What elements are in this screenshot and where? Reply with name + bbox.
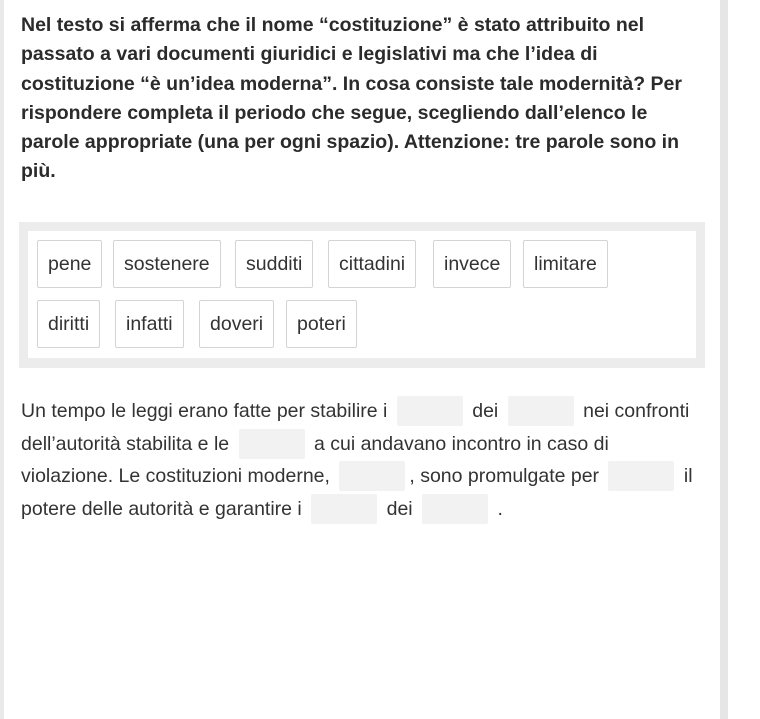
- right-border: [720, 0, 728, 719]
- word-chip-limitare[interactable]: limitare: [523, 240, 608, 288]
- blank-1[interactable]: [397, 396, 463, 426]
- passage-text: Un tempo le leggi erano fatte per stabilire i: [21, 400, 388, 422]
- passage-text: dei: [386, 498, 413, 521]
- word-bank: [19, 222, 705, 368]
- blank-4[interactable]: [339, 461, 405, 491]
- blank-2[interactable]: [508, 396, 574, 426]
- passage-text: , sono promulgate per: [409, 465, 600, 488]
- word-chip-poteri[interactable]: poteri: [286, 300, 357, 348]
- blank-3[interactable]: [239, 429, 305, 459]
- word-chip-diritti[interactable]: diritti: [37, 300, 100, 348]
- cloze-passage: [21, 395, 701, 526]
- word-chip-doveri[interactable]: doveri: [199, 300, 274, 348]
- passage-text: a cui andavano incontro in caso di violazione. Le costituzioni moderne,: [21, 432, 609, 488]
- passage-text: .: [497, 498, 503, 521]
- passage-text: dei: [472, 400, 499, 422]
- word-chip-invece[interactable]: invece: [433, 240, 511, 288]
- page-background: [728, 0, 760, 719]
- blank-6[interactable]: [311, 494, 377, 524]
- word-chip-cittadini[interactable]: cittadini: [328, 240, 416, 288]
- passage-text: il potere delle autorità e garantire i: [21, 465, 693, 521]
- word-bank-inner: [28, 231, 696, 358]
- passage-text: nei confronti dell’autorità stabilita e le: [21, 400, 690, 455]
- blank-7[interactable]: [422, 494, 488, 524]
- word-chip-infatti[interactable]: infatti: [115, 300, 184, 348]
- word-chip-sudditi[interactable]: sudditi: [235, 240, 313, 288]
- blank-5[interactable]: [608, 461, 674, 491]
- question-text: Nel testo si afferma che il nome “costituzione” è stato attribuito nel passato a vari documenti giuridici e legislativi ma che l’idea di costituzione “è un’idea moderna”. In cosa consiste tale modernità? Per rispondere completa il periodo che segue, scegliendo dall’elenco le parole appropriate (una per ogni spazio). Attenzione: tre parole sono in più.: [21, 14, 682, 183]
- exercise-card: [4, 0, 720, 719]
- word-chip-sostenere[interactable]: sostenere: [113, 240, 221, 288]
- word-chip-pene[interactable]: pene: [37, 240, 102, 288]
